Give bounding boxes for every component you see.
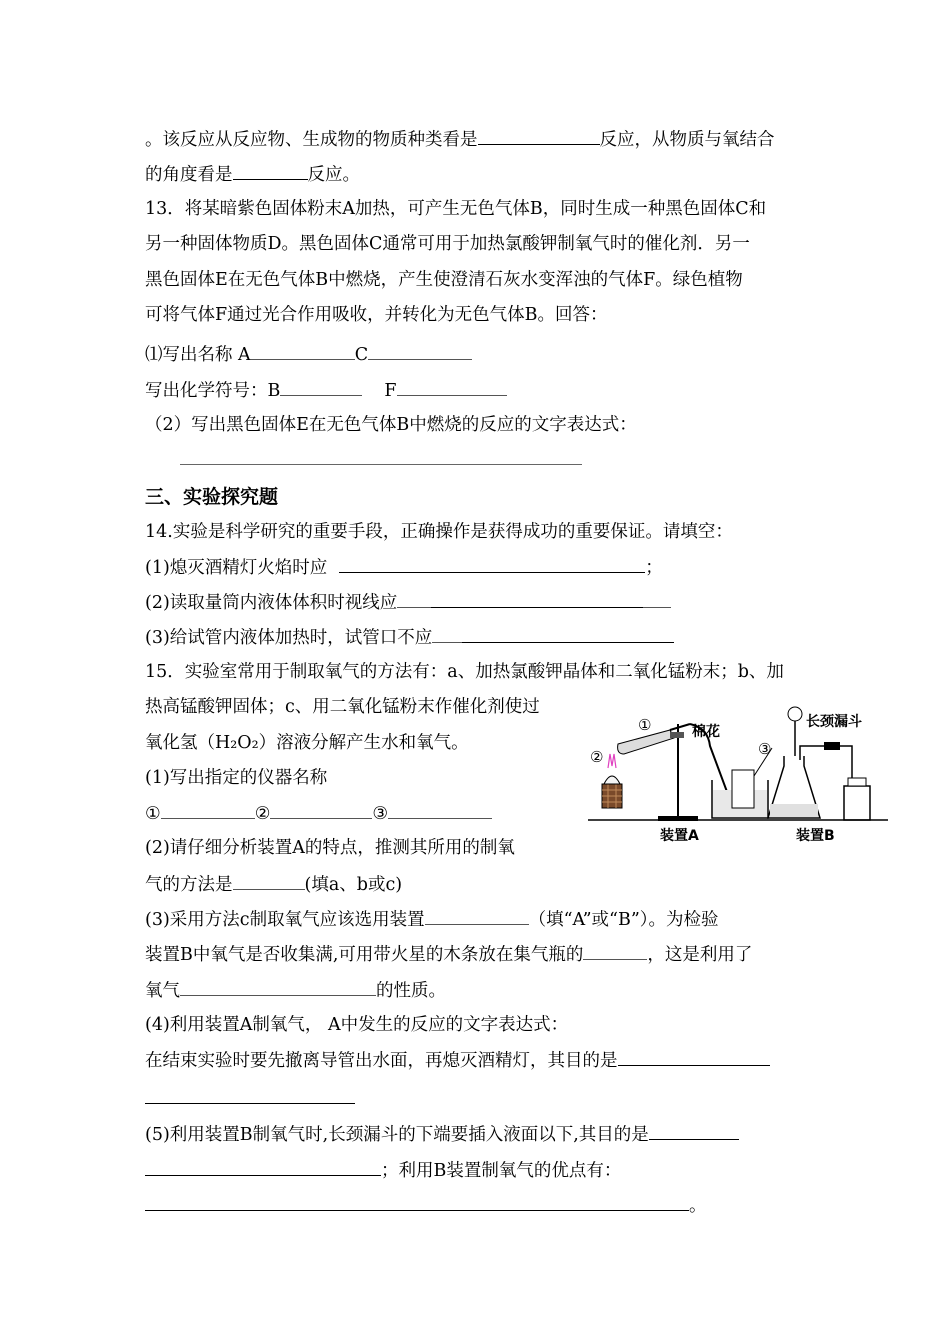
blank[interactable] xyxy=(280,378,362,396)
device-b-label: 装置B xyxy=(796,828,835,844)
blank[interactable] xyxy=(478,127,600,145)
gas-bottle-icon xyxy=(844,778,870,820)
q15-line-14: ；利用B装置制氧气的优点有： xyxy=(145,1158,621,1183)
label-3: ③ xyxy=(758,740,772,758)
blank[interactable] xyxy=(432,625,462,643)
q15-line-6: (2)请仔细分析装置A的特点，推测其所用的制氧 xyxy=(145,838,515,858)
blank[interactable] xyxy=(368,342,472,360)
q15-line-10: 氧气 的性质。 xyxy=(145,978,446,1003)
label-2: ② xyxy=(590,748,604,766)
line-1: 。该反应从反应物、生成物的物质种类看是 反应，从物质与氧结合 xyxy=(145,127,775,152)
blank[interactable] xyxy=(583,942,647,960)
q13-line-2: 另一种固体物质D。黑色固体C通常可用于加热氯酸钾制氧气时的催化剂．另一 xyxy=(145,234,750,254)
q14-item-3: (3)给试管内液体加热时，试管口不应 xyxy=(145,625,674,650)
q15-line-12: 在结束实验时要先撤离导管出水面，再熄灭酒精灯，其目的是 xyxy=(145,1048,770,1073)
blank[interactable] xyxy=(233,162,308,180)
q15-line-11: (4)利用装置A制氧气， A中发生的反应的文字表达式： xyxy=(145,1015,569,1035)
blank[interactable] xyxy=(339,555,645,573)
blank[interactable] xyxy=(397,590,431,608)
q15-line-15: 。 xyxy=(145,1193,707,1218)
q13-line-4: 可将气体F通过光合作用吸收，并转化为无色气体B。回答： xyxy=(145,305,608,325)
funnel-label: 长颈漏斗 xyxy=(806,714,862,730)
q13-line-3: 黑色固体E在无色气体B中燃烧，产生使澄清石灰水变浑浊的气体F。绿色植物 xyxy=(145,270,743,290)
blank[interactable] xyxy=(180,978,376,996)
device-a-label: 装置A xyxy=(660,828,699,844)
blank[interactable] xyxy=(145,1193,689,1211)
q15-line-4: (1)写出指定的仪器名称 xyxy=(145,768,328,788)
label-1: ① xyxy=(638,716,652,734)
answer-line[interactable] xyxy=(180,464,582,465)
alcohol-lamp-icon xyxy=(602,754,622,808)
q15-line-3: 氧化氢（H₂O₂）溶液分解产生水和氧气。 xyxy=(145,733,469,753)
q15-line-7: 气的方法是 (填a、b或c) xyxy=(145,872,402,897)
section-heading: 三、实验探究题 xyxy=(145,486,279,508)
blank[interactable] xyxy=(618,1048,770,1066)
q14-intro: 14.实验是科学研究的重要手段，正确操作是获得成功的重要保证。请填空： xyxy=(145,522,733,542)
apparatus-figure xyxy=(588,706,888,846)
q14-item-2: (2)读取量筒内液体体积时视线应 xyxy=(145,590,671,615)
cotton-label: 棉花 xyxy=(692,724,720,740)
q15-line-13: (5)利用装置B制氧气时,长颈漏斗的下端要插入液面以下,其目的是 xyxy=(145,1122,739,1147)
q15-line-1: 15．实验室常用于制取氧气的方法有：a、加热氯酸钾晶体和二氧化锰粉末；b、加 xyxy=(145,662,784,682)
q15-line-9: 装置B中氧气是否收集满,可用带火星的木条放在集气瓶的 ，这是利用了 xyxy=(145,942,752,967)
blank[interactable] xyxy=(397,378,507,396)
q15-line-5: ① ② ③ xyxy=(145,801,492,826)
blank[interactable] xyxy=(649,1122,739,1140)
q15-line-2: 热高锰酸钾固体；c、用二氧化锰粉末作催化剂使过 xyxy=(145,697,540,717)
blank[interactable] xyxy=(643,590,671,608)
blank[interactable] xyxy=(388,801,492,819)
answer-line[interactable] xyxy=(145,1103,355,1104)
blank[interactable] xyxy=(251,342,355,360)
q13-line-6: 写出化学符号：B F xyxy=(145,378,507,403)
q14-item-1: (1)熄灭酒精灯火焰时应 ； xyxy=(145,555,663,580)
blank[interactable] xyxy=(145,1158,381,1176)
blank[interactable] xyxy=(161,801,255,819)
blank[interactable] xyxy=(233,872,305,890)
blank[interactable] xyxy=(462,625,674,643)
blank[interactable] xyxy=(270,801,372,819)
water-trough-icon xyxy=(712,748,772,818)
blank[interactable] xyxy=(425,907,529,925)
q13-line-7: （2）写出黑色固体E在无色气体B中燃烧的反应的文字表达式： xyxy=(145,415,637,435)
q13-line-1: 13．将某暗紫色固体粉末A加热，可产生无色气体B，同时生成一种黑色固体C和 xyxy=(145,199,767,219)
q13-line-5: ⑴写出名称 A C xyxy=(145,342,472,367)
line-2: 的角度看是 反应。 xyxy=(145,162,360,187)
q15-line-8: (3)采用方法c制取氧气应该选用装置 （填“A”或“B”）。为检验 xyxy=(145,907,719,932)
blank[interactable] xyxy=(431,590,643,608)
